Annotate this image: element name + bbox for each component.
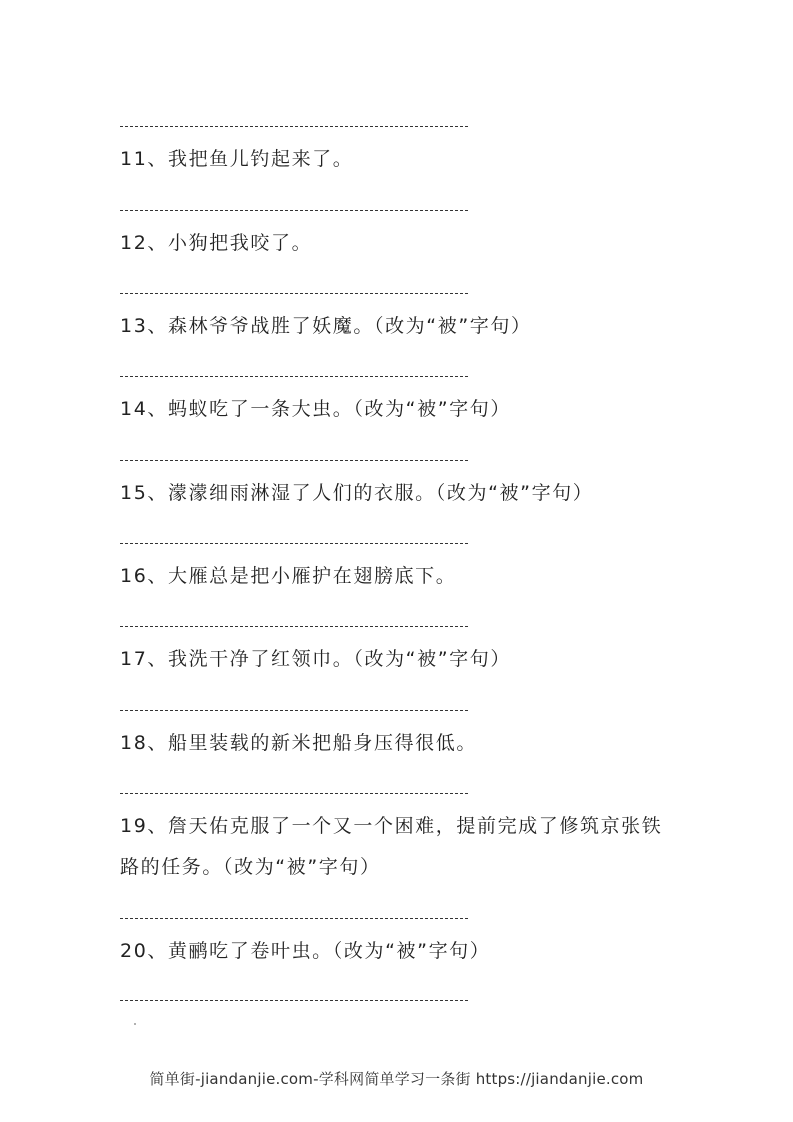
exercise-item-20: 20、黄鹂吃了卷叶虫。（改为“被”字句）: [120, 940, 491, 962]
exercise-item-13: 13、森林爷爷战胜了妖魔。（改为“被”字句）: [120, 315, 532, 337]
answer-blank-line: [120, 126, 468, 127]
answer-blank-line: [120, 918, 468, 919]
exercise-item-17: 17、我洗干净了红领巾。（改为“被”字句）: [120, 648, 511, 670]
exercise-item-18: 18、船里装载的新米把船身压得很低。: [120, 732, 477, 754]
answer-blank-line: [120, 210, 468, 211]
answer-blank-line: [120, 793, 468, 794]
exercise-item-16: 16、大雁总是把小雁护在翅膀底下。: [120, 565, 457, 587]
answer-blank-line: [120, 626, 468, 627]
exercise-item-12: 12、小狗把我咬了。: [120, 232, 313, 254]
speck-mark: [134, 1023, 136, 1025]
answer-blank-line: [120, 710, 468, 711]
exercise-item-19: 19、詹天佑克服了一个又一个困难，提前完成了修筑京张铁路的任务。（改为“被”字句）: [120, 815, 663, 878]
answer-blank-line: [120, 460, 468, 461]
answer-blank-line: [120, 1000, 468, 1001]
exercise-item-11: 11、我把鱼儿钓起来了。: [120, 148, 354, 170]
answer-blank-line: [120, 376, 468, 377]
exercise-item-14: 14、蚂蚁吃了一条大虫。（改为“被”字句）: [120, 398, 511, 420]
answer-blank-line: [120, 293, 468, 294]
exercise-item-15: 15、濛濛细雨淋湿了人们的衣服。（改为“被”字句）: [120, 482, 594, 504]
page-footer: 简单街-jiandanjie.com-学科网简单学习一条街 https://jiandanjie.com: [149, 1070, 644, 1088]
answer-blank-line: [120, 543, 468, 544]
